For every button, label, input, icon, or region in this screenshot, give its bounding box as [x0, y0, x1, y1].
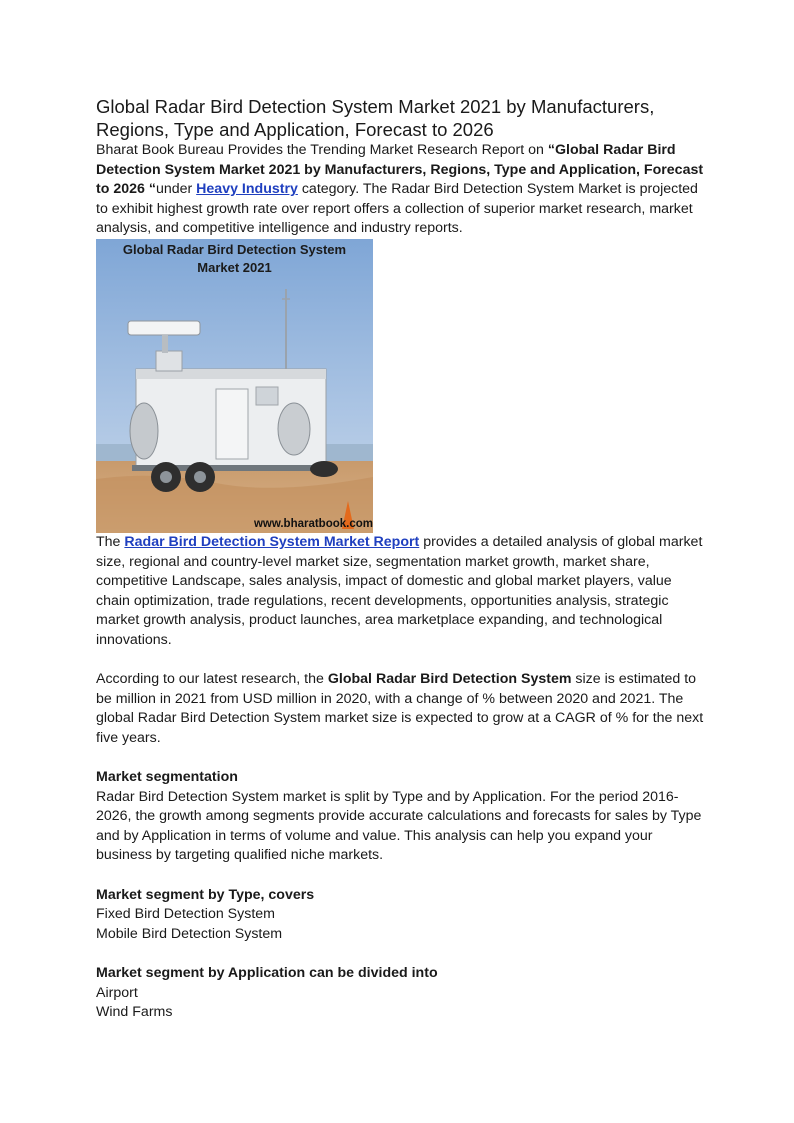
intro-rest: category. The Radar Bird Detection System Market is projected to exhibit highest growth rate over report offers a collection of superior market research, market analysis, and competitive intelligence and industry reports.: [96, 181, 698, 237]
overview-prefix: The: [96, 533, 125, 550]
type-heading-text: Market segment by Type, covers: [96, 886, 315, 903]
application-heading-text: Market segment by Application can be divided into: [96, 965, 438, 982]
report-title-line2: Regions, Type and Application, Forecast to 2026: [96, 119, 494, 140]
application-list-item: Wind Farms: [96, 1004, 173, 1021]
cover-title-line1: Global Radar Bird Detection System: [122, 241, 347, 257]
report-title: [96, 95, 706, 141]
type-list-item: Mobile Bird Detection System: [96, 925, 283, 942]
intro-paragraph: [96, 141, 706, 239]
type-heading: [96, 886, 706, 906]
intro-under: under: [155, 181, 197, 198]
segmentation-text: Radar Bird Detection System market is split by Type and by Application. For the period 2016-2026, the growth among segments provide accurate calculations and forecasts for sales by Type and by Application in terms of volume and value. This analysis can help you expand your business by targeting qualified niche markets.: [96, 788, 702, 864]
application-heading: [96, 964, 706, 984]
segmentation-heading: [96, 768, 706, 788]
heavy-industry-link[interactable]: Heavy Industry: [196, 181, 298, 198]
cover-image-title: [96, 241, 373, 277]
report-cover-image: [96, 239, 373, 533]
radar-trailer-photo: [96, 239, 373, 533]
spacer: [96, 749, 706, 769]
document-page: [96, 95, 706, 1023]
cover-title-line2: Market 2021: [197, 259, 272, 275]
type-list-item: Fixed Bird Detection System: [96, 906, 275, 923]
market-size-prefix: According to our latest research, the: [96, 671, 328, 688]
market-report-link[interactable]: Radar Bird Detection System Market Report: [124, 533, 420, 550]
spacer: [96, 944, 706, 964]
cover-image-url: www.bharatbook.com: [253, 517, 373, 530]
market-size-paragraph: [96, 670, 706, 748]
market-size-bold: Global Radar Bird Detection System: [327, 671, 572, 688]
spacer: [96, 651, 706, 671]
spacer: [96, 866, 706, 886]
application-list-item: Airport: [96, 984, 138, 1001]
segmentation-heading-text: Market segmentation: [96, 769, 238, 786]
overview-rest: provides a detailed analysis of global market size, regional and country-level market size, segmentation market growth, market share, competitive Landscape, sales analysis, impact of domestic and global market players, value chain optimization, trade regulations, recent developments, opportunities analysis, strategic market growth analysis, product launches, area marketplace expanding, and technological innovations.: [96, 533, 703, 648]
report-overview-paragraph: [96, 533, 706, 651]
market-size-rest: size is estimated to be million in 2021 from USD million in 2020, with a change of % between 2020 and 2021. The global Radar Bird Detection System market size is expected to grow at a CAGR of % for the next five years.: [96, 671, 704, 746]
report-title-line1: Global Radar Bird Detection System Market 2021 by Manufacturers,: [96, 96, 655, 117]
intro-prefix: Bharat Book Bureau Provides the Trending Market Research Report on: [96, 142, 548, 158]
intro-report-name: “Global Radar Bird Detection System Market 2021 by Manufacturers, Regions, Type and Application, Forecast to 2026 “: [96, 142, 704, 198]
